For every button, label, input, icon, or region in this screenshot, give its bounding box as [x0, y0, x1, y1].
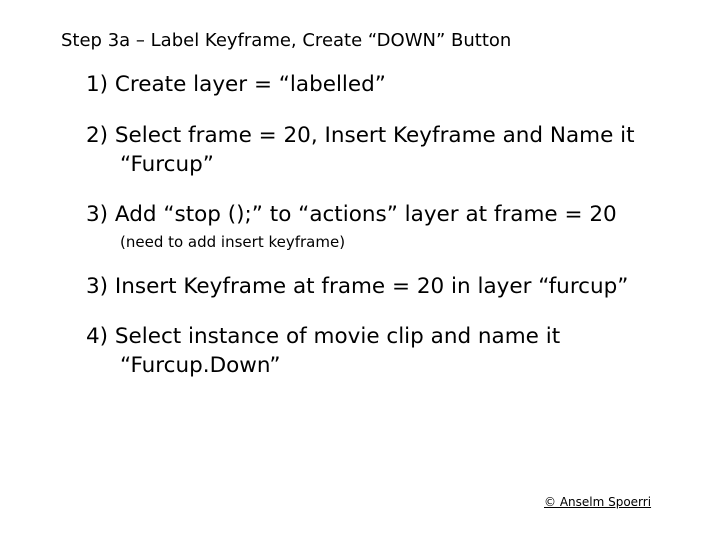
list-item: [86, 121, 716, 179]
step-note: (need to add insert keyframe): [120, 233, 346, 251]
list-item: [86, 70, 716, 99]
step-text-continued: “Furcup.Down”: [120, 353, 281, 378]
list-item: [86, 272, 716, 301]
step-text: 4) Select instance of movie clip and name it: [86, 324, 561, 349]
step-text: 3) Insert Keyframe at frame = 20 in layer “furcup”: [86, 274, 629, 299]
step-text: 2) Select frame = 20, Insert Keyframe and Name it: [86, 123, 635, 148]
step-text-continued: “Furcup”: [120, 152, 214, 177]
copyright-link[interactable]: © Anselm Spoerri: [544, 495, 652, 509]
step-text: 3) Add “stop ();” to “actions” layer at frame = 20: [86, 202, 617, 227]
step-text: 1) Create layer = “labelled”: [86, 72, 386, 97]
list-item: [86, 322, 716, 380]
slide-title: Step 3a – Label Keyframe, Create “DOWN” Button: [61, 30, 512, 51]
list-item: [86, 200, 716, 252]
